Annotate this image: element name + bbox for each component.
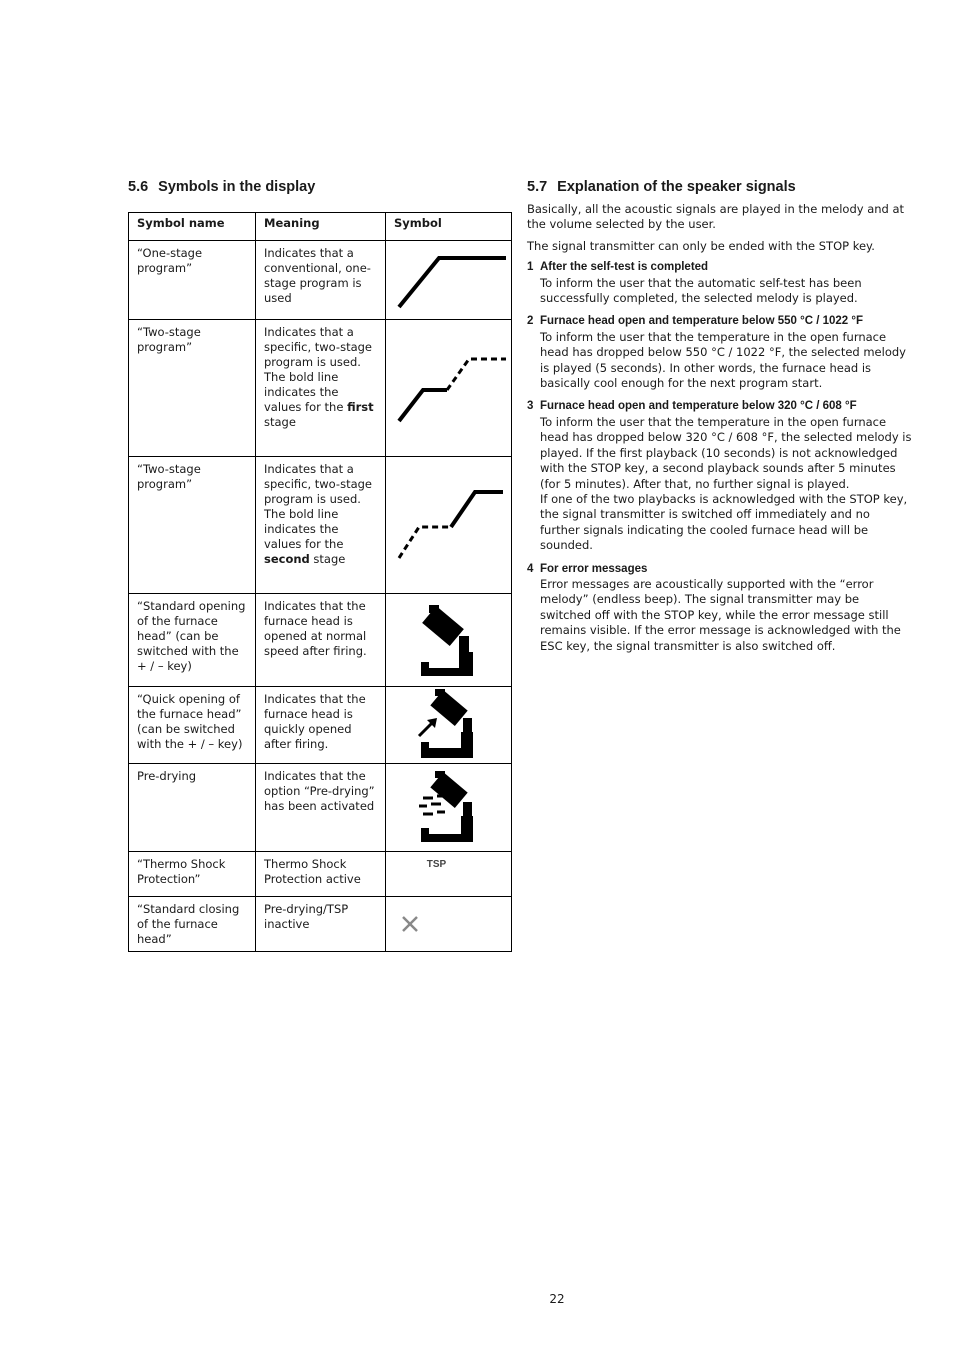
symbol-cell xyxy=(386,687,512,764)
signal-number: 2 xyxy=(527,315,534,328)
section-5-7-title xyxy=(527,179,796,195)
symbol-meaning: Indicates that the option “Pre-drying” has been activated xyxy=(256,764,386,852)
signal-title: Furnace head open and temperature below 320 °C / 608 °F xyxy=(540,400,857,413)
signal-title: After the self-test is completed xyxy=(540,261,709,274)
table-row xyxy=(129,594,512,687)
symbol-name: Pre-drying xyxy=(129,764,256,852)
signal-item xyxy=(527,399,912,553)
symbol-cell xyxy=(386,457,512,594)
section-title-text: Explanation of the speaker signals xyxy=(557,179,796,195)
meaning-emphasis: second xyxy=(264,552,310,566)
header-meaning: Meaning xyxy=(256,213,386,241)
section-title-text: Symbols in the display xyxy=(158,179,316,195)
signal-text: To inform the user that the automatic self-test has been successfully completed, the selected melody is played. xyxy=(540,275,862,306)
table-row xyxy=(129,320,512,457)
tsp-icon: TSP xyxy=(426,859,447,870)
symbol-name: “Quick opening of the furnace head” (can be switched with the + / – key) xyxy=(129,687,256,764)
signal-heading xyxy=(527,562,912,577)
meaning-text: stage xyxy=(264,415,296,429)
section-number: 5.7 xyxy=(527,179,548,195)
symbol-name: “Standard closing of the furnace head” xyxy=(129,897,256,952)
signal-text: Error messages are acoustically supported with the “error melody” (endless beep). The signal transmitter may be switched off with the STOP key, while the error message still remains visible. If the error message is acknowledged with the ESC key, the signal transmitter is also switched off. xyxy=(540,576,901,653)
intro-paragraph: Basically, all the acoustic signals are played in the melody and at the volume selected by the user. xyxy=(527,202,905,232)
meaning-text: Indicates that a specific, two-stage program is used. The bold line indicates the values for the xyxy=(264,462,372,551)
symbol-cell xyxy=(386,764,512,852)
meaning-text: stage xyxy=(309,552,346,566)
table-row xyxy=(129,241,512,320)
signal-heading xyxy=(527,260,912,275)
two-stage-first-icon xyxy=(389,348,509,428)
signal-heading xyxy=(527,399,912,414)
signal-number: 4 xyxy=(527,562,534,575)
signal-title: Furnace head open and temperature below 550 °C / 1022 °F xyxy=(540,315,863,328)
table-header-row xyxy=(129,213,512,241)
section-5-6-title xyxy=(128,179,315,195)
table-row xyxy=(129,897,512,952)
signal-item xyxy=(527,314,912,391)
table-row xyxy=(129,852,512,897)
one-stage-program-icon xyxy=(389,245,509,315)
page-number xyxy=(80,1292,954,1306)
furnace-open-icon xyxy=(409,602,489,678)
furnace-quick-open-icon xyxy=(409,688,489,762)
signal-heading xyxy=(527,314,912,329)
intro-paragraph: The signal transmitter can only be ended with the STOP key. xyxy=(527,238,875,253)
symbol-name: “Standard opening of the furnace head” (can be switched with the + / – key) xyxy=(129,594,256,687)
speaker-signals-section xyxy=(527,202,912,662)
signal-text-continued: If one of the two playbacks is acknowledged with the STOP key, the signal transmitter is switched off immediately and no further signals indicating the cooled furnace head will be sounded. xyxy=(540,491,908,553)
symbol-name: “Two-stage program” xyxy=(129,457,256,594)
table-row xyxy=(129,457,512,594)
signal-number: 1 xyxy=(527,261,534,274)
symbol-meaning: Pre-drying/TSP inactive xyxy=(256,897,386,952)
table-row xyxy=(129,687,512,764)
page-number-text: 22 xyxy=(549,1292,565,1306)
signal-number: 3 xyxy=(527,400,534,413)
signal-item xyxy=(527,562,912,654)
header-symbol-name: Symbol name xyxy=(129,213,256,241)
signal-item xyxy=(527,260,912,306)
header-symbol: Symbol xyxy=(386,213,512,241)
close-x-icon xyxy=(386,912,476,936)
section-number: 5.6 xyxy=(128,179,149,195)
symbol-name: “Two-stage program” xyxy=(129,320,256,457)
symbol-name: “Thermo Shock Protection” xyxy=(129,852,256,897)
symbol-name: “One-stage program” xyxy=(129,241,256,320)
meaning-text: Indicates that a specific, two-stage program is used. The bold line indicates the values for the xyxy=(264,325,372,414)
symbol-cell xyxy=(386,897,512,952)
symbol-meaning xyxy=(256,320,386,457)
signal-title: For error messages xyxy=(540,562,648,575)
signal-text: To inform the user that the temperature in the open furnace head has dropped below 550 °C / 1022 °F, the selected melody is played (5 seconds). In other words, the furnace head is basically cool enough for the next program start. xyxy=(540,329,906,391)
symbols-table xyxy=(128,212,512,952)
signal-text: To inform the user that the temperature in the open furnace head has dropped below 320 °C / 608 °F, the selected melody is played. If the first playback (10 seconds) is not acknowledged with the STOP key, a second playback sounds after 5 minutes (for 5 minutes). After that, no further signal is played. xyxy=(540,414,912,491)
symbol-meaning: Thermo Shock Protection active xyxy=(256,852,386,897)
symbol-meaning xyxy=(256,457,386,594)
symbol-meaning: Indicates that the furnace head is opened at normal speed after firing. xyxy=(256,594,386,687)
meaning-emphasis: first xyxy=(347,400,374,414)
symbol-cell xyxy=(386,852,512,897)
symbol-cell xyxy=(386,594,512,687)
pre-drying-icon xyxy=(409,770,489,846)
two-stage-second-icon xyxy=(389,485,509,565)
symbol-cell xyxy=(386,241,512,320)
symbol-cell xyxy=(386,320,512,457)
symbol-meaning: Indicates that the furnace head is quickly opened after firing. xyxy=(256,687,386,764)
table-row xyxy=(129,764,512,852)
symbol-meaning: Indicates that a conventional, one-stage program is used xyxy=(256,241,386,320)
